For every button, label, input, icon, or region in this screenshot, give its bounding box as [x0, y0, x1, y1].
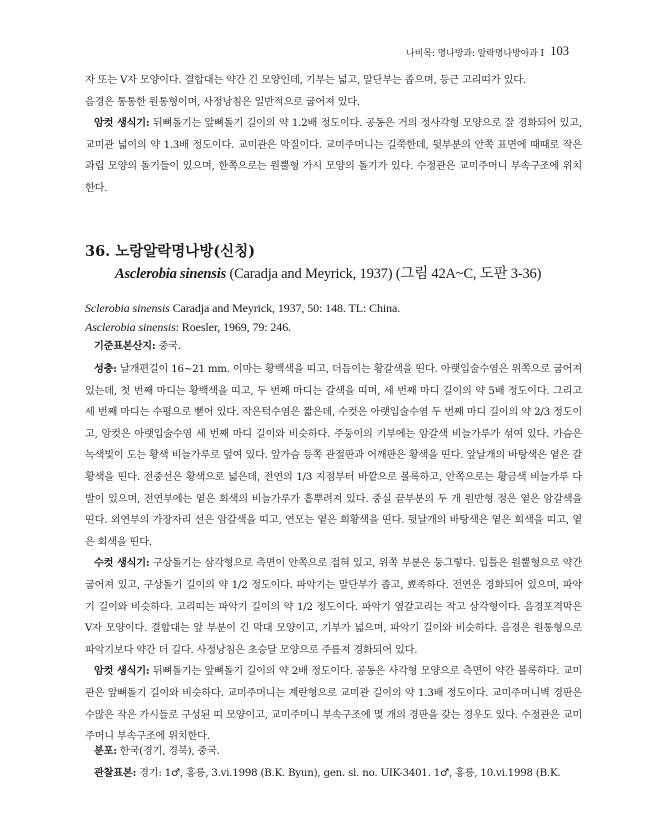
- adult-text: 날개편길이 16~21 mm. 이마는 황백색을 띠고, 더듬이는 황갈색을 띤다. 아랫입술수염은 위쪽으로 굽어져 있는데, 첫 번째 마디는 황백색을 띠고, 두 번째 마디는 갈색을 띠며, 세 번째 마디 길이의 약 5배 정도이다. 그리고 세 번째 마디는 수평으로 뻗어 있다. 작은턱수염은 짧은데, 수컷은 아랫입술수염 두 번째 마디 길이의 약 2/3 정도이고, 암컷은 아랫입술수염 세 번째 마디 길이와 비슷하다. 주둥이의 기부에는 암갈색 비늘가루가 섞여 있다. 가슴은 녹색빛이 도는 황색 비늘가루로 덮여 있다. 앞가슴 등쪽 관절판과 어깨판은 황색을 띤다. 앞날개의 바탕색은 옅은 갈황색을 띤다. 전중선은 황색으로 넓은데, 전연의 1/3 지점부터 바깥으로 볼록하고, 안쪽으로는 황금색 비늘가루 다발이 있으며, 전연부에는 옅은 회색의 비늘가루가 흩뿌려져 있다. 중실 끝부분의 두 개 원반형 점은 옅은 암갈색을 띤다. 외연부의 가장자리 선은 암갈색을 띠고, 연모는 옅은 회황색을 띤다. 뒷날개의 바탕색은 옅은 회색을 띠고, 옅은 회색을 띤다.: [85, 364, 582, 548]
- top-text-block: [85, 70, 582, 200]
- synonym-name: Asclerobia sinensis: [85, 320, 176, 335]
- male-genitalia-paragraph: [85, 553, 582, 661]
- synonym-entry: [85, 299, 582, 318]
- synonym-name: Sclerobia sinensis: [85, 301, 170, 315]
- species-author: (Caradja and Meyrick, 1937) (그림 42A~C, 도판 3-36): [226, 266, 542, 282]
- species-heading: [85, 241, 595, 285]
- type-locality-label: 기준표본산지:: [94, 340, 156, 353]
- species-scientific-name-line: [85, 263, 595, 285]
- distribution-value: 한국(경기, 경북), 중국.: [116, 746, 220, 757]
- adult-label: 성충:: [94, 363, 117, 375]
- male-genitalia-text: 구상돌기는 삼각형으로 측면이 안쪽으로 접혀 있고, 위쪽 부분은 둥그렇다. 입틀은 원뿔형으로 약간 굽어져 있고, 구상돌기 길이의 약 1/2 정도이다. 파악기는 말단부가 좁고, 뾰족하다. 전연은 경화되어 있으며, 파악기 길이와 비슷하다. 고리띠는 파악기 길이의 약 1/2 정도이다. 파악기 옆갈고리는 작고 삼각형이다. 음경포격막은 V자 모양이다. 결합대는 앞 부분이 긴 막대 모양이고, 기부가 넓으며, 파악기 길이와 비슷하다. 음경은 원통형으로 파악기보다 약간 더 길다. 사정낭침은 초승달 모양으로 주름져 경화되어 있다.: [85, 558, 582, 656]
- material-examined-line: [85, 763, 582, 785]
- running-header: [0, 44, 652, 60]
- female-genitalia-paragraph-prev: [85, 113, 582, 199]
- synonym-entry: [85, 318, 582, 337]
- female-genitalia-label: 암컷 생식기:: [94, 665, 150, 678]
- page-number: 103: [550, 44, 569, 58]
- female-genitalia-label: 암컷 생식기:: [94, 117, 150, 130]
- distribution-label: 분포:: [94, 745, 117, 757]
- description-block: [85, 359, 582, 748]
- material-label: 관찰표본:: [94, 766, 137, 779]
- genitalia-continuation-line2: 음경은 통통한 원통형이며, 사정낭침은 일반적으로 굽어져 있다.: [85, 96, 360, 108]
- type-locality: [85, 337, 582, 356]
- male-genitalia-label: 수컷 생식기:: [94, 557, 150, 570]
- material-value: 경기: 1♂, 홍릉, 3.vi.1998 (B.K. Byun), gen. sl. no. UIK-3401. 1♂, 홍릉, 10.vi.1998 (B.K.: [136, 767, 561, 779]
- genitalia-continuation-line1: 자 또는 V자 모양이다. 결합대는 약간 긴 모양인데, 기부는 넓고, 말단부는 좁으며, 등근 고리띠가 있다.: [85, 75, 526, 86]
- synonym-citation: Caradja and Meyrick, 1937, 50: 148. TL: China.: [169, 301, 401, 315]
- running-title: 나비목: 명나방과: 알락명나방아과 I: [406, 49, 544, 59]
- type-locality-value: 중국.: [155, 341, 181, 353]
- synonym-citation: : Roesler, 1969, 79: 246.: [175, 320, 292, 335]
- distribution-block: [85, 741, 582, 784]
- species-name: Asclerobia sinensis: [115, 266, 227, 282]
- female-genitalia-paragraph: [85, 661, 582, 747]
- distribution-line: [85, 741, 582, 763]
- female-genitalia-text: 뒤뼈돌기는 앞뼈돌기 길이의 약 2배 정도이다. 공동은 사각형 모양으로 측면이 약간 볼록하다. 교미관은 앞뼈돌기 길이와 비슷하다. 교미주머니는 계란형으로 교미관 길이의 약 1.3배 정도이다. 교미주머니벽 경판은 수많은 작은 가시들로 구성된 띠 모양이고, 교미주머니 부속구조에 몇 개의 경판을 갖는 경우도 있다. 수정관은 교미주머니 부속구조에 위치한다.: [85, 666, 582, 743]
- synonymy-block: [85, 299, 582, 356]
- species-number-title: 36. 노랑알락명나방(신칭): [85, 243, 256, 260]
- female-genitalia-text: 뒤뼈돌기는 앞뼈돌기 길이의 약 1.2배 정도이다. 공동은 거의 정사각형 모양으로 잘 경화되어 있고, 교미관 넓이의 약 1.3배 정도이다. 교미관은 막질이다. 교미주머니는 길쭉한데, 뒷부분의 안쪽 표면에 때때로 작은 과립 모양의 돌기들이 있으며, 한쪽으로는 원뿔형 가시 모양의 돌기가 있다. 수정관은 교미주머니 부속구조에 위치한다.: [85, 118, 582, 194]
- adult-paragraph: [85, 359, 582, 553]
